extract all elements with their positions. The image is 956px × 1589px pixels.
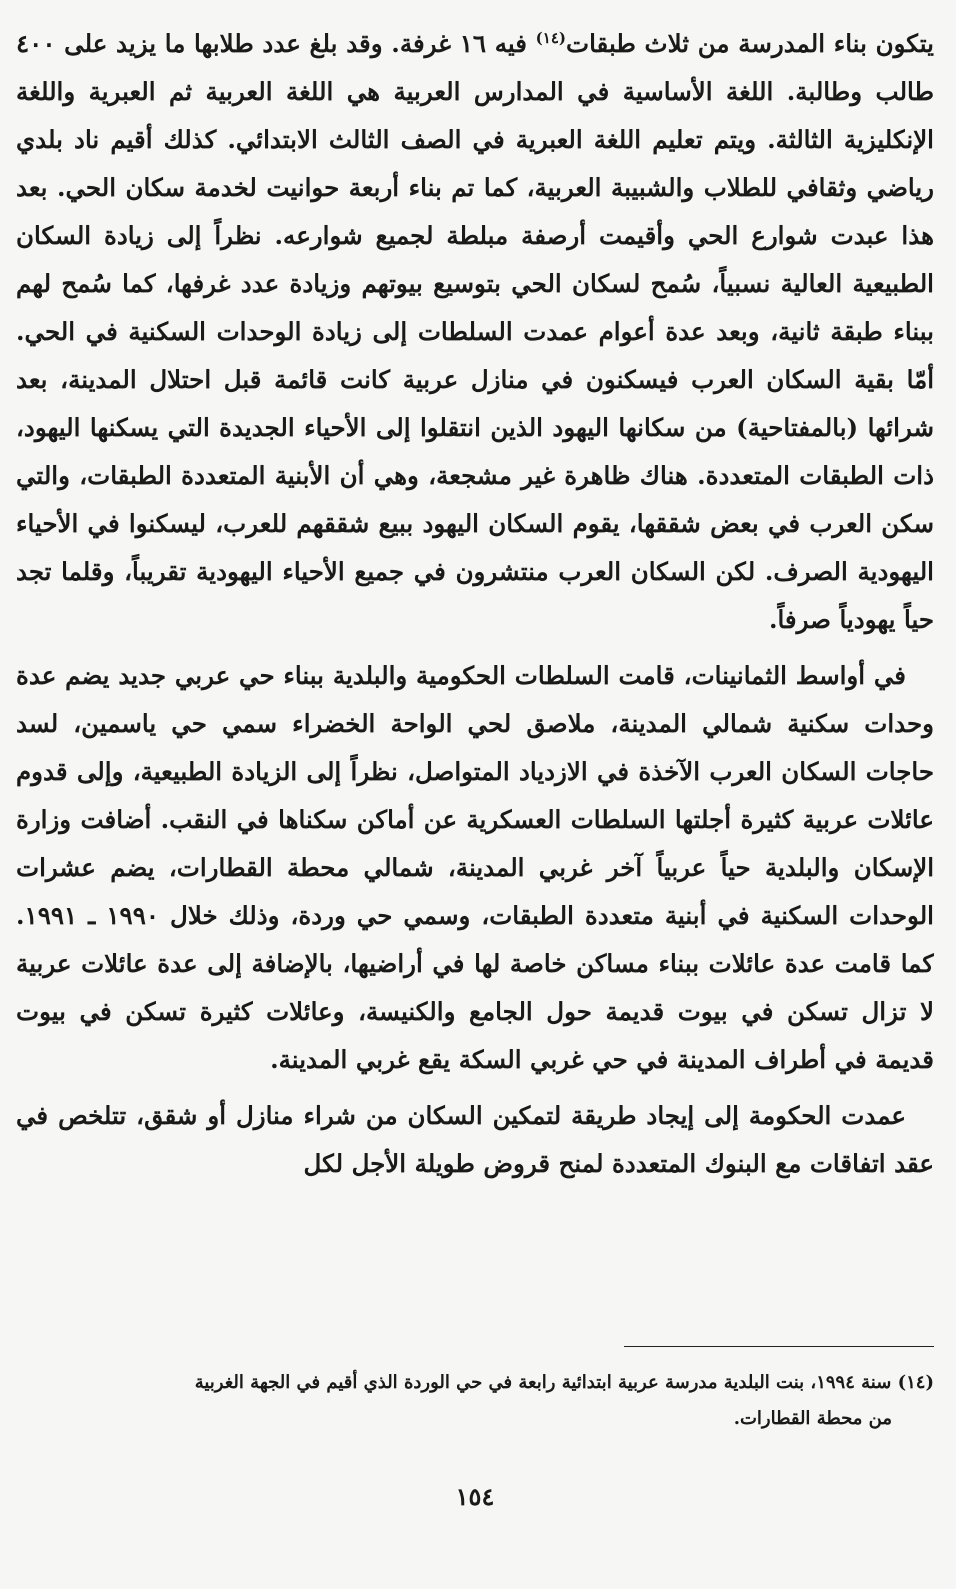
paragraph-3: عمدت الحكومة إلى إيجاد طريقة لتمكين السكان من شراء منازل أو شقق، تتلخص في عقد اتفاقات مع البنوك المتعددة لمنح قروض طويلة الأجل لكل — [16, 1101, 934, 1178]
paragraph-1-lead: يتكون بناء المدرسة من ثلاث طبقات — [566, 29, 934, 58]
paragraph-1-rest: فيه ١٦ غرفة. وقد بلغ عدد طلابها ما يزيد على ٤٠٠ طالب وطالبة. اللغة الأساسية في المدارس العربية هي اللغة العربية ثم العبرية واللغة الإنكليزية الثالثة. ويتم تعليم اللغة العبرية في الصف الثالث الابتدائي. كذلك أقيم ناد بلدي رياضي وثقافي للطلاب والشبيبة العربية، كما تم بناء أربعة حوانيت لخدمة سكان الحي. بعد هذا عبدت شوارع الحي وأقيمت أرصفة مبلطة لجميع شوارعه. نظراً إلى زيادة السكان الطبيعية العالية نسبياً، سُمح لسكان الحي بتوسيع بيوتهم وزيادة عدد غرفها، كما سُمح لهم ببناء طبقة ثانية، وبعد عدة أعوام عمدت السلطات إلى زيادة الوحدات السكنية في الحي. أمّا بقية السكان العرب فيسكنون في منازل عربية كانت قائمة قبل احتلال المدينة، بعد شرائها (بالمفتاحية) من سكانها اليهود الذين انتقلوا إلى الأحياء الجديدة التي يسكنها اليهود، ذات الطبقات المتعددة. هناك ظاهرة غير مشجعة، وهي أن الأبنية المتعددة الطبقات، والتي سكن العرب في بعض شققها، يقوم السكان اليهود ببيع شققهم للعرب، ليسكنوا في الأحياء اليهودية الصرف. لكن السكان العرب منتشرون في جميع الأحياء اليهودية تقريباً، وقلما تجد حياً يهودياً صرفاً. — [16, 29, 934, 634]
footnote-divider — [624, 1346, 934, 1347]
footnote-text: سنة ١٩٩٤، بنت البلدية مدرسة عربية ابتدائية رابعة في حي الوردة الذي أقيم في الجهة الغربية — [194, 1372, 898, 1393]
footnote-number: (١٤) — [897, 1372, 934, 1393]
footnote-continuation: من محطة القطارات. — [733, 1408, 892, 1429]
main-text — [16, 20, 934, 1188]
paragraph-1 — [16, 20, 934, 644]
footnote-reference-marker: (١٤) — [535, 28, 567, 47]
page-number: ١٥٤ — [455, 1482, 495, 1511]
paragraph-2: في أواسط الثمانينات، قامت السلطات الحكومية والبلدية ببناء حي عربي جديد يضم عدة وحدات سكنية شمالي المدينة، ملاصق لحي الواحة الخضراء سمي حي ياسمين، لسد حاجات السكان العرب الآخذة في الازدياد المتواصل، نظراً إلى الزيادة الطبيعية، وإلى قدوم عائلات عربية كثيرة أجلتها السلطات العسكرية عن أماكن سكناها في النقب. أضافت وزارة الإسكان والبلدية حياً عربياً آخر غربي المدينة، شمالي محطة القطارات، يضم عشرات الوحدات السكنية في أبنية متعددة الطبقات، وسمي حي وردة، وذلك خلال ١٩٩٠ ـ ١٩٩١. كما قامت عدة عائلات ببناء مساكن خاصة لها في أراضيها، بالإضافة إلى عدة عائلات عربية لا تزال تسكن في بيوت قديمة حول الجامع والكنيسة، وعائلات كثيرة تسكن في بيوت قديمة في أطراف المدينة في حي غربي السكة يقع غربي المدينة. — [16, 661, 934, 1074]
footnote — [29, 1365, 934, 1437]
book-page — [16, 20, 934, 1570]
